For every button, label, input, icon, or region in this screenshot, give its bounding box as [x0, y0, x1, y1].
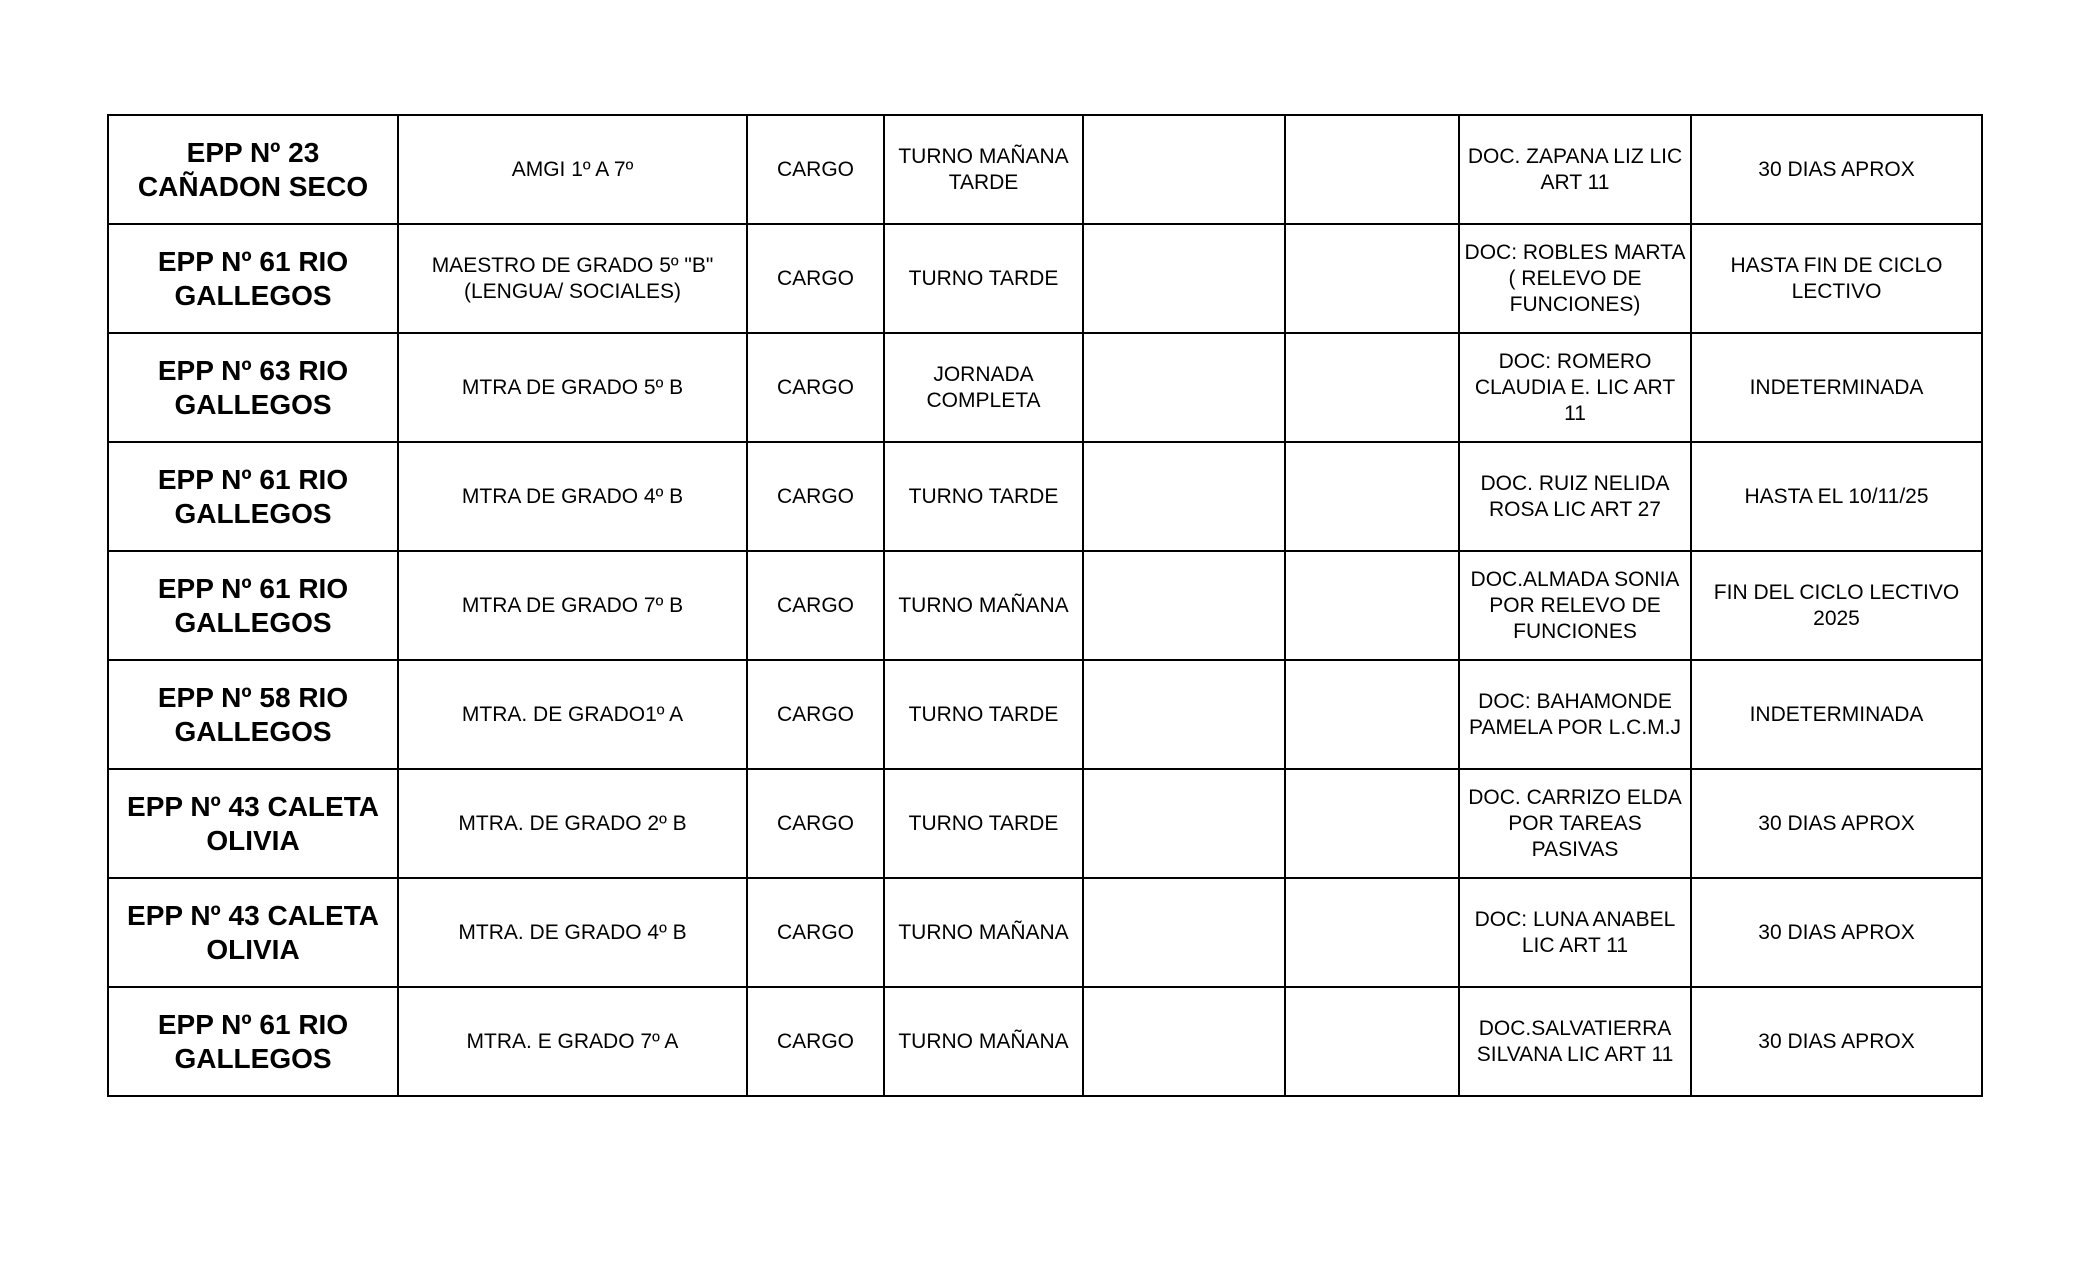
shift-cell: JORNADA COMPLETA: [884, 333, 1083, 442]
table-row: [108, 769, 1982, 878]
type-cell: CARGO: [747, 769, 884, 878]
table-body: [108, 115, 1982, 1096]
position-cell: MTRA. DE GRADO 4º B: [398, 878, 747, 987]
teacher-cell: DOC: ROBLES MARTA ( RELEVO DE FUNCIONES): [1459, 224, 1691, 333]
type-cell: CARGO: [747, 115, 884, 224]
empty-cell: [1083, 769, 1285, 878]
teacher-cell: DOC. RUIZ NELIDA ROSA LIC ART 27: [1459, 442, 1691, 551]
empty-cell: [1083, 333, 1285, 442]
empty-cell: [1285, 115, 1459, 224]
shift-cell: TURNO MAÑANA TARDE: [884, 115, 1083, 224]
duration-cell: HASTA FIN DE CICLO LECTIVO: [1691, 224, 1982, 333]
type-cell: CARGO: [747, 660, 884, 769]
school-cell: EPP Nº 63 RIO GALLEGOS: [108, 333, 398, 442]
shift-cell: TURNO MAÑANA: [884, 987, 1083, 1096]
empty-cell: [1285, 769, 1459, 878]
school-cell: EPP Nº 61 RIO GALLEGOS: [108, 551, 398, 660]
empty-cell: [1285, 878, 1459, 987]
duration-cell: 30 DIAS APROX: [1691, 987, 1982, 1096]
shift-cell: TURNO TARDE: [884, 660, 1083, 769]
table-row: [108, 878, 1982, 987]
empty-cell: [1285, 224, 1459, 333]
table-row: [108, 987, 1982, 1096]
duration-cell: INDETERMINADA: [1691, 660, 1982, 769]
position-cell: MTRA. E GRADO 7º A: [398, 987, 747, 1096]
table-row: [108, 224, 1982, 333]
teacher-cell: DOC.ALMADA SONIA POR RELEVO DE FUNCIONES: [1459, 551, 1691, 660]
teacher-cell: DOC: BAHAMONDE PAMELA POR L.C.M.J: [1459, 660, 1691, 769]
school-cell: EPP Nº 43 CALETA OLIVIA: [108, 878, 398, 987]
position-cell: MTRA DE GRADO 5º B: [398, 333, 747, 442]
duration-cell: 30 DIAS APROX: [1691, 769, 1982, 878]
shift-cell: TURNO MAÑANA: [884, 551, 1083, 660]
empty-cell: [1083, 224, 1285, 333]
school-cell: EPP Nº 58 RIO GALLEGOS: [108, 660, 398, 769]
duration-cell: 30 DIAS APROX: [1691, 878, 1982, 987]
shift-cell: TURNO MAÑANA: [884, 878, 1083, 987]
empty-cell: [1083, 115, 1285, 224]
type-cell: CARGO: [747, 333, 884, 442]
position-cell: MAESTRO DE GRADO 5º "B" (LENGUA/ SOCIALES): [398, 224, 747, 333]
duration-cell: FIN DEL CICLO LECTIVO 2025: [1691, 551, 1982, 660]
table-row: [108, 660, 1982, 769]
type-cell: CARGO: [747, 987, 884, 1096]
type-cell: CARGO: [747, 224, 884, 333]
empty-cell: [1083, 442, 1285, 551]
empty-cell: [1083, 987, 1285, 1096]
empty-cell: [1083, 660, 1285, 769]
type-cell: CARGO: [747, 878, 884, 987]
position-cell: MTRA. DE GRADO1º A: [398, 660, 747, 769]
type-cell: CARGO: [747, 442, 884, 551]
empty-cell: [1285, 333, 1459, 442]
duration-cell: INDETERMINADA: [1691, 333, 1982, 442]
empty-cell: [1285, 660, 1459, 769]
duration-cell: HASTA EL 10/11/25: [1691, 442, 1982, 551]
school-cell: EPP Nº 43 CALETA OLIVIA: [108, 769, 398, 878]
school-cell: EPP Nº 61 RIO GALLEGOS: [108, 987, 398, 1096]
teacher-cell: DOC: ROMERO CLAUDIA E. LIC ART 11: [1459, 333, 1691, 442]
teacher-cell: DOC. ZAPANA LIZ LIC ART 11: [1459, 115, 1691, 224]
shift-cell: TURNO TARDE: [884, 224, 1083, 333]
shift-cell: TURNO TARDE: [884, 442, 1083, 551]
school-cell: EPP Nº 61 RIO GALLEGOS: [108, 224, 398, 333]
teacher-cell: DOC.SALVATIERRA SILVANA LIC ART 11: [1459, 987, 1691, 1096]
position-cell: MTRA. DE GRADO 2º B: [398, 769, 747, 878]
vacancies-table: [107, 114, 1983, 1097]
table-row: [108, 551, 1982, 660]
table-row: [108, 442, 1982, 551]
school-cell: EPP Nº 61 RIO GALLEGOS: [108, 442, 398, 551]
table-row: [108, 333, 1982, 442]
type-cell: CARGO: [747, 551, 884, 660]
empty-cell: [1285, 987, 1459, 1096]
empty-cell: [1285, 551, 1459, 660]
teacher-cell: DOC: LUNA ANABEL LIC ART 11: [1459, 878, 1691, 987]
empty-cell: [1285, 442, 1459, 551]
duration-cell: 30 DIAS APROX: [1691, 115, 1982, 224]
empty-cell: [1083, 551, 1285, 660]
school-cell: EPP Nº 23 CAÑADON SECO: [108, 115, 398, 224]
empty-cell: [1083, 878, 1285, 987]
table-row: [108, 115, 1982, 224]
position-cell: AMGI 1º A 7º: [398, 115, 747, 224]
position-cell: MTRA DE GRADO 7º B: [398, 551, 747, 660]
teacher-cell: DOC. CARRIZO ELDA POR TAREAS PASIVAS: [1459, 769, 1691, 878]
position-cell: MTRA DE GRADO 4º B: [398, 442, 747, 551]
shift-cell: TURNO TARDE: [884, 769, 1083, 878]
